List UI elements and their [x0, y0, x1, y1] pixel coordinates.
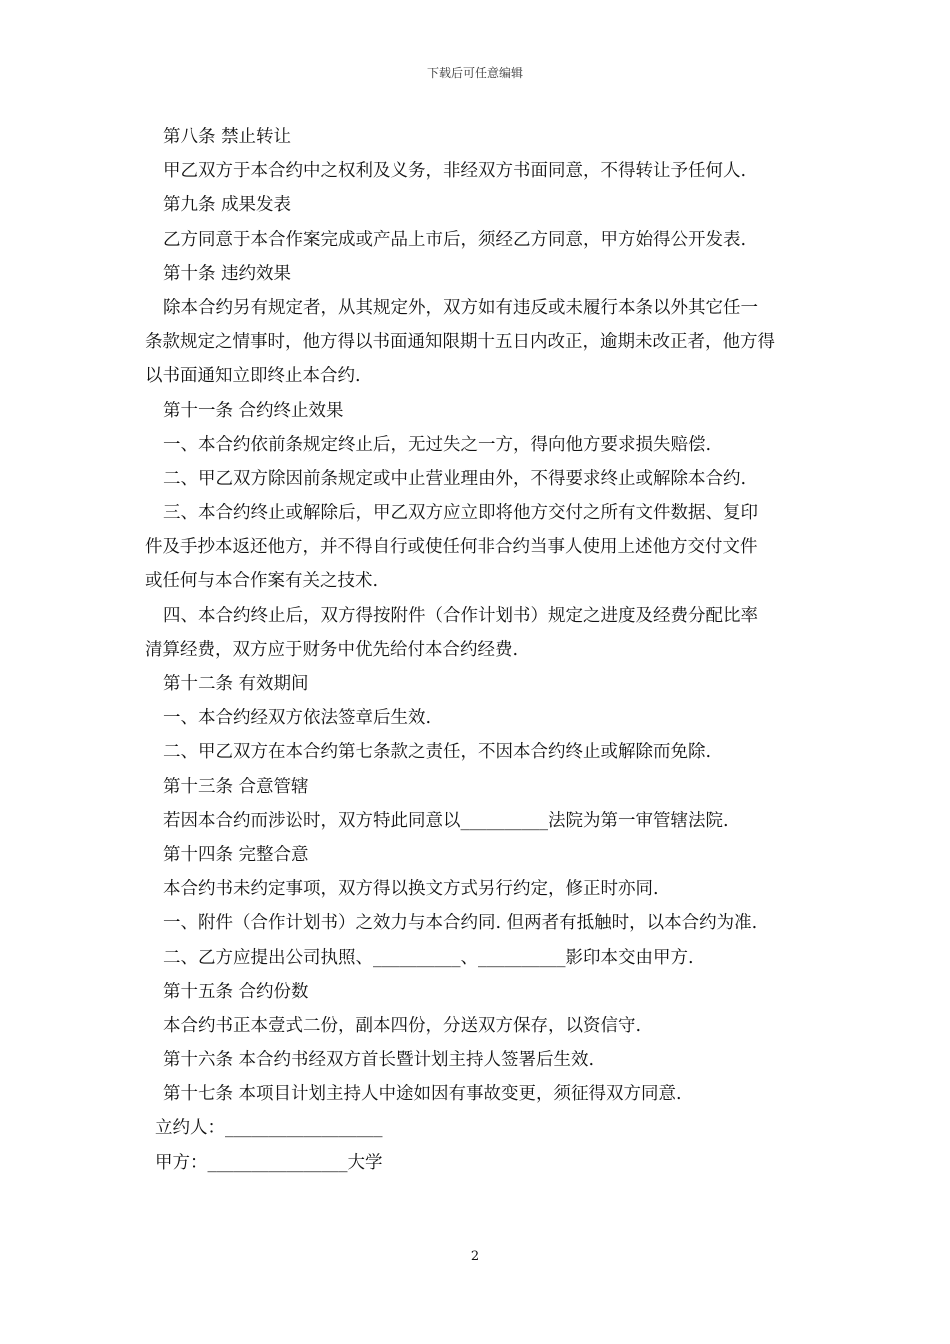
article-12-item-1: 一、本合约经双方依法签章后生效. [163, 708, 432, 729]
article-14-text: 本合约书未约定事项，双方得以换文方式另行约定，修正时亦同. [163, 879, 659, 900]
article-14-item-2: 二、乙方应提出公司执照、__________、__________影印本交由甲方. [163, 947, 694, 968]
article-10-text-line-3: 以书面通知立即终止本合约. [145, 366, 361, 387]
article-9-heading: 第九条 成果发表 [163, 195, 292, 216]
document-body [145, 120, 810, 1180]
signatory-line: 立约人：__________________ [155, 1118, 383, 1139]
article-14-heading: 第十四条 完整合意 [163, 844, 309, 865]
article-17-text: 第十七条 本项目计划主持人中途如因有事故变更，须征得双方同意. [163, 1084, 682, 1105]
article-11-item-3-line-1: 三、本合约终止或解除后，甲乙双方应立即将他方交付之所有文件数据、复印 [163, 503, 758, 524]
article-10-text-line-1: 除本合约另有规定者，从其规定外，双方如有违反或未履行本条以外其它任一 [163, 297, 758, 318]
article-10-heading: 第十条 违约效果 [163, 263, 292, 284]
page-number: 2 [470, 1249, 480, 1264]
article-15-text: 本合约书正本壹式二份，副本四份，分送双方保存，以资信守. [163, 1015, 642, 1036]
article-8-text: 甲乙双方于本合约中之权利及义务，非经双方书面同意，不得转让予任何人. [163, 161, 747, 182]
article-14-item-1: 一、附件（合作计划书）之效力与本合约同. 但两者有抵触时，以本合约为准. [163, 913, 758, 934]
article-11-item-3-line-2: 件及手抄本返还他方，并不得自行或使任何非合约当事人使用上述他方交付文件 [145, 537, 758, 558]
page-header: 下载后可任意编辑 [426, 66, 523, 80]
article-8-heading: 第八条 禁止转让 [163, 127, 292, 147]
article-16-text: 第十六条 本合约书经双方首长暨计划主持人签署后生效. [163, 1050, 595, 1071]
article-12-heading: 第十二条 有效期间 [163, 674, 309, 694]
article-11-item-2: 二、甲乙双方除因前条规定或中止营业理由外，不得要求终止或解除本合约. [163, 468, 747, 489]
article-11-heading: 第十一条 合约终止效果 [163, 400, 344, 421]
article-11-item-4-line-2: 清算经费，双方应于财务中优先给付本合约经费. [145, 639, 519, 660]
article-13-text: 若因本合约而涉讼时，双方特此同意以__________法院为第一审管辖法院. [163, 810, 729, 831]
party-a-line: 甲方：________________大学 [155, 1152, 383, 1173]
article-11-item-3-line-3: 或任何与本合作案有关之技术. [145, 571, 379, 592]
article-12-item-2: 二、甲乙双方在本合约第七条款之责任，不因本合约终止或解除而免除. [163, 742, 712, 763]
article-15-heading: 第十五条 合约份数 [163, 981, 309, 1002]
article-11-item-4-line-1: 四、本合约终止后，双方得按附件（合作计划书）规定之进度及经费分配比率 [163, 605, 758, 626]
article-11-item-1: 一、本合约依前条规定终止后，无过失之一方，得向他方要求损失赔偿. [163, 434, 712, 455]
article-9-text: 乙方同意于本合作案完成或产品上市后，须经乙方同意，甲方始得公开发表. [163, 229, 747, 250]
article-13-heading: 第十三条 合意管辖 [163, 776, 309, 797]
article-10-text-line-2: 条款规定之情事时，他方得以书面通知限期十五日内改正，逾期未改正者，他方得 [145, 332, 775, 353]
